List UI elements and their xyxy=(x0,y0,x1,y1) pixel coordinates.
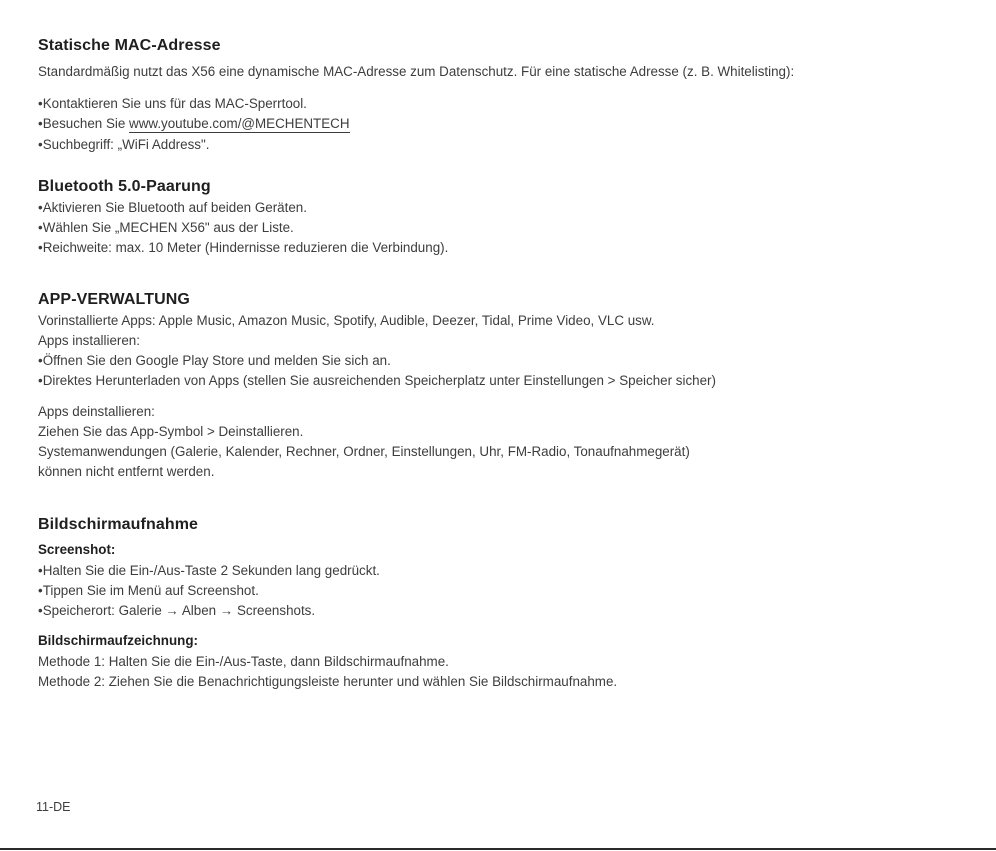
mac-bullet-1: •Kontaktieren Sie uns für das MAC-Sperrtool. xyxy=(38,96,307,111)
mac-bullet-3: •Suchbegriff: „WiFi Address". xyxy=(38,137,210,152)
screenshot-bullet-1: •Halten Sie die Ein-/Aus-Taste 2 Sekunden lang gedrückt. xyxy=(38,563,380,578)
recording-subheading: Bildschirmaufzeichnung: xyxy=(38,633,198,648)
screenshot-subheading: Screenshot: xyxy=(38,542,116,557)
screenshot-bullet-3: •Speicherort: Galerie → Alben → Screenshots. xyxy=(38,603,316,618)
recording-method-1: Methode 1: Halten Sie die Ein-/Aus-Taste, dann Bildschirmaufnahme. xyxy=(38,654,449,669)
apps-uninstall-line-1: Ziehen Sie das App-Symbol > Deinstallieren. xyxy=(38,424,304,439)
bluetooth-bullet-3: •Reichweite: max. 10 Meter (Hindernisse reduzieren die Verbindung). xyxy=(38,240,449,255)
apps-uninstall-label: Apps deinstallieren: xyxy=(38,404,155,419)
bluetooth-bullet-1: •Aktivieren Sie Bluetooth auf beiden Geräten. xyxy=(38,200,307,215)
mac-bullet-2-prefix: •Besuchen Sie xyxy=(38,116,130,131)
bluetooth-bullet-2: •Wählen Sie „MECHEN X56" aus der Liste. xyxy=(38,220,294,235)
bluetooth-section-title: Bluetooth 5.0-Paarung xyxy=(38,178,211,195)
youtube-link[interactable]: www.youtube.com/@MECHENTECH xyxy=(129,116,350,131)
apps-install-bullet-2: •Direktes Herunterladen von Apps (stellen Sie ausreichenden Speicherplatz unter Einstellungen > Speicher sicher) xyxy=(38,373,716,388)
screenshot-bullet-2: •Tippen Sie im Menü auf Screenshot. xyxy=(38,583,259,598)
apps-install-bullet-1: •Öffnen Sie den Google Play Store und melden Sie sich an. xyxy=(38,353,391,368)
apps-preinstalled-text: Vorinstallierte Apps: Apple Music, Amazon Music, Spotify, Audible, Deezer, Tidal, Prime Video, VLC usw. xyxy=(38,313,655,328)
apps-section-title: APP-VERWALTUNG xyxy=(38,291,190,308)
apps-uninstall-line-3: können nicht entfernt werden. xyxy=(38,464,215,479)
mac-section-title: Statische MAC-Adresse xyxy=(38,37,221,54)
mac-intro-text: Standardmäßig nutzt das X56 eine dynamische MAC-Adresse zum Datenschutz. Für eine statische Adresse (z. B. Whitelisting): xyxy=(38,64,795,79)
page-number: 11-DE xyxy=(36,800,71,814)
mac-bullet-2 xyxy=(38,116,350,131)
apps-uninstall-line-2: Systemanwendungen (Galerie, Kalender, Rechner, Ordner, Einstellungen, Uhr, FM-Radio, Tonaufnahmegerät) xyxy=(38,444,690,459)
screen-section-title: Bildschirmaufnahme xyxy=(38,516,199,533)
bottom-rule xyxy=(0,848,996,850)
apps-install-label: Apps installieren: xyxy=(38,333,140,348)
recording-method-2: Methode 2: Ziehen Sie die Benachrichtigungsleiste herunter und wählen Sie Bildschirmaufnahme. xyxy=(38,674,618,689)
